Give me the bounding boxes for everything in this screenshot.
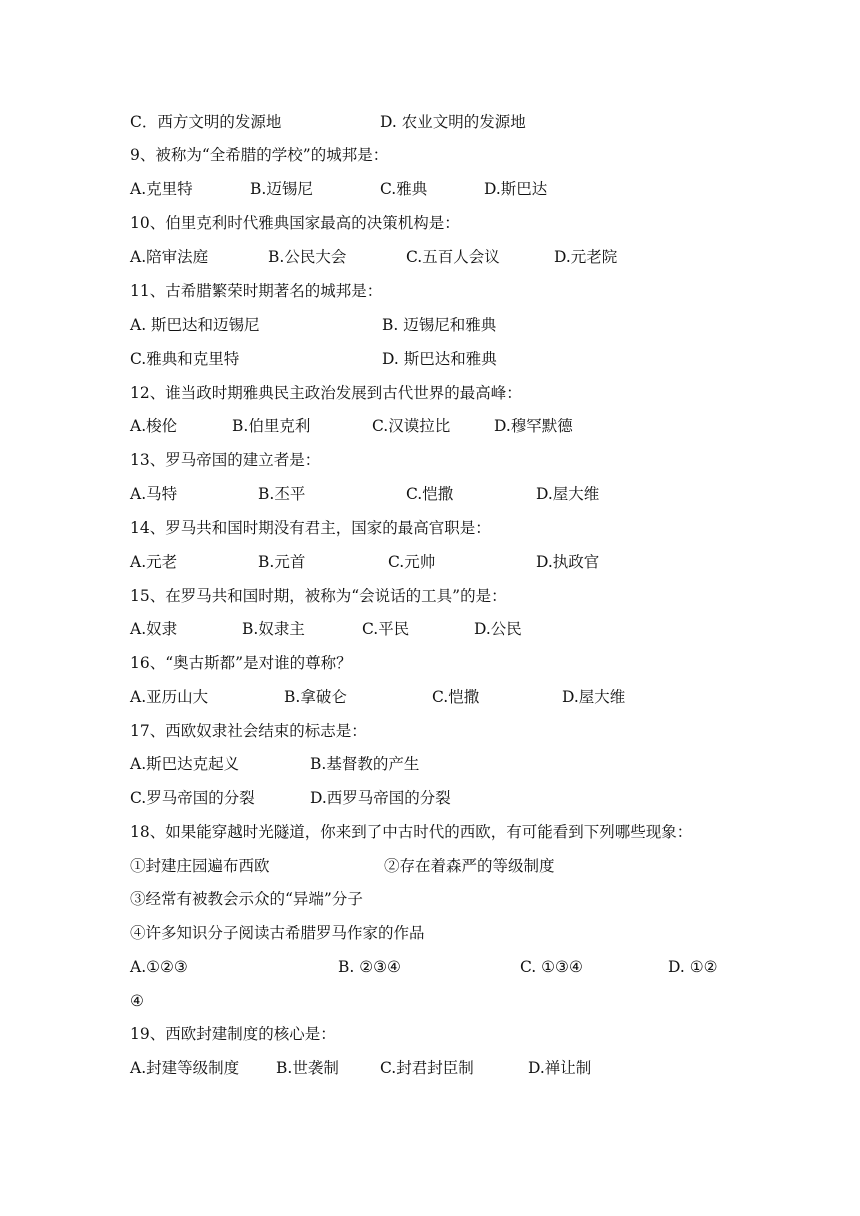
option-text: C.恺撒 xyxy=(406,485,454,503)
option-text: D.禅让制 xyxy=(528,1059,592,1077)
question-text-content: 11、古希腊繁荣时期著名的城邦是： xyxy=(130,282,383,300)
option-text: B.奴隶主 xyxy=(242,620,305,638)
option-text: C.元帅 xyxy=(388,553,436,571)
question-text-content: 15、在罗马共和国时期，被称为“会说话的工具”的是： xyxy=(130,587,507,605)
option-text: C．西方文明的发源地 xyxy=(130,113,282,131)
option-text: A.封建等级制度 xyxy=(130,1059,240,1077)
option-text: C.平民 xyxy=(362,620,410,638)
option-text: D.穆罕默德 xyxy=(494,417,573,435)
question-text-content: 13、罗马帝国的建立者是： xyxy=(130,451,321,469)
option-text: B.公民大会 xyxy=(268,248,347,266)
option-text: B. 迈锡尼和雅典 xyxy=(382,316,497,334)
option-text: A.亚历山大 xyxy=(130,688,209,706)
option-text: B.元首 xyxy=(258,553,306,571)
question-text-content: 18、如果能穿越时光隧道，你来到了中古时代的西欧，有可能看到下列哪些现象： xyxy=(130,823,693,841)
statement-text-content: ④许多知识分子阅读古希腊罗马作家的作品 xyxy=(130,924,425,942)
question-text-content: 19、西欧封建制度的核心是： xyxy=(130,1025,336,1043)
option-text: D. 农业文明的发源地 xyxy=(380,113,526,131)
option-text: B.丕平 xyxy=(258,485,306,503)
option-text: D.西罗马帝国的分裂 xyxy=(310,789,451,807)
option-text: C.恺撒 xyxy=(432,688,480,706)
option-text: D. ①② xyxy=(668,958,718,976)
question-text-content: 16、“奥古斯都”是对谁的尊称？ xyxy=(130,654,352,672)
option-text: C.五百人会议 xyxy=(406,248,500,266)
option-text: C.雅典和克里特 xyxy=(130,350,240,368)
option-text: B.拿破仑 xyxy=(284,688,347,706)
option-text: C.汉谟拉比 xyxy=(372,417,451,435)
question-text-content: 14、罗马共和国时期没有君主，国家的最高官职是： xyxy=(130,519,491,537)
statement-text-content: ④ xyxy=(130,992,144,1010)
option-text: B.基督教的产生 xyxy=(310,755,420,773)
option-text: A.奴隶 xyxy=(130,620,178,638)
option-text: C.封君封臣制 xyxy=(380,1059,474,1077)
option-text: A.①②③ xyxy=(130,958,188,976)
question-text-content: 9、被称为“全希腊的学校”的城邦是： xyxy=(130,146,389,164)
option-text: A.元老 xyxy=(130,553,178,571)
option-text: A.陪审法庭 xyxy=(130,248,209,266)
question-text-content: 10、伯里克利时代雅典国家最高的决策机构是： xyxy=(130,214,460,232)
option-text: C.雅典 xyxy=(380,180,428,198)
option-text: D.执政官 xyxy=(536,553,600,571)
question-text-content: 17、西欧奴隶社会结束的标志是： xyxy=(130,722,367,740)
option-text: B.世袭制 xyxy=(276,1059,339,1077)
statement-text-content: ③经常有被教会示众的“异端”分子 xyxy=(130,890,363,908)
option-text: B.伯里克利 xyxy=(232,417,311,435)
option-text: D.斯巴达 xyxy=(484,180,548,198)
option-text: B. ②③④ xyxy=(338,958,401,976)
option-text: D.屋大维 xyxy=(536,485,600,503)
option-text: C.罗马帝国的分裂 xyxy=(130,789,255,807)
option-text: A.斯巴达克起义 xyxy=(130,755,240,773)
option-text: ②存在着森严的等级制度 xyxy=(384,857,555,875)
option-text: A.克里特 xyxy=(130,180,193,198)
option-text: A.马特 xyxy=(130,485,178,503)
option-text: A. 斯巴达和迈锡尼 xyxy=(130,316,260,334)
option-text: ①封建庄园遍布西欧 xyxy=(130,857,270,875)
option-text: D.元老院 xyxy=(554,248,618,266)
option-text: D. 斯巴达和雅典 xyxy=(382,350,497,368)
option-text: D.公民 xyxy=(474,620,522,638)
question-text-content: 12、谁当政时期雅典民主政治发展到古代世界的最高峰： xyxy=(130,384,522,402)
option-text: A.梭伦 xyxy=(130,417,178,435)
option-text: B.迈锡尼 xyxy=(250,180,313,198)
option-text: C. ①③④ xyxy=(520,958,583,976)
option-text: D.屋大维 xyxy=(562,688,626,706)
